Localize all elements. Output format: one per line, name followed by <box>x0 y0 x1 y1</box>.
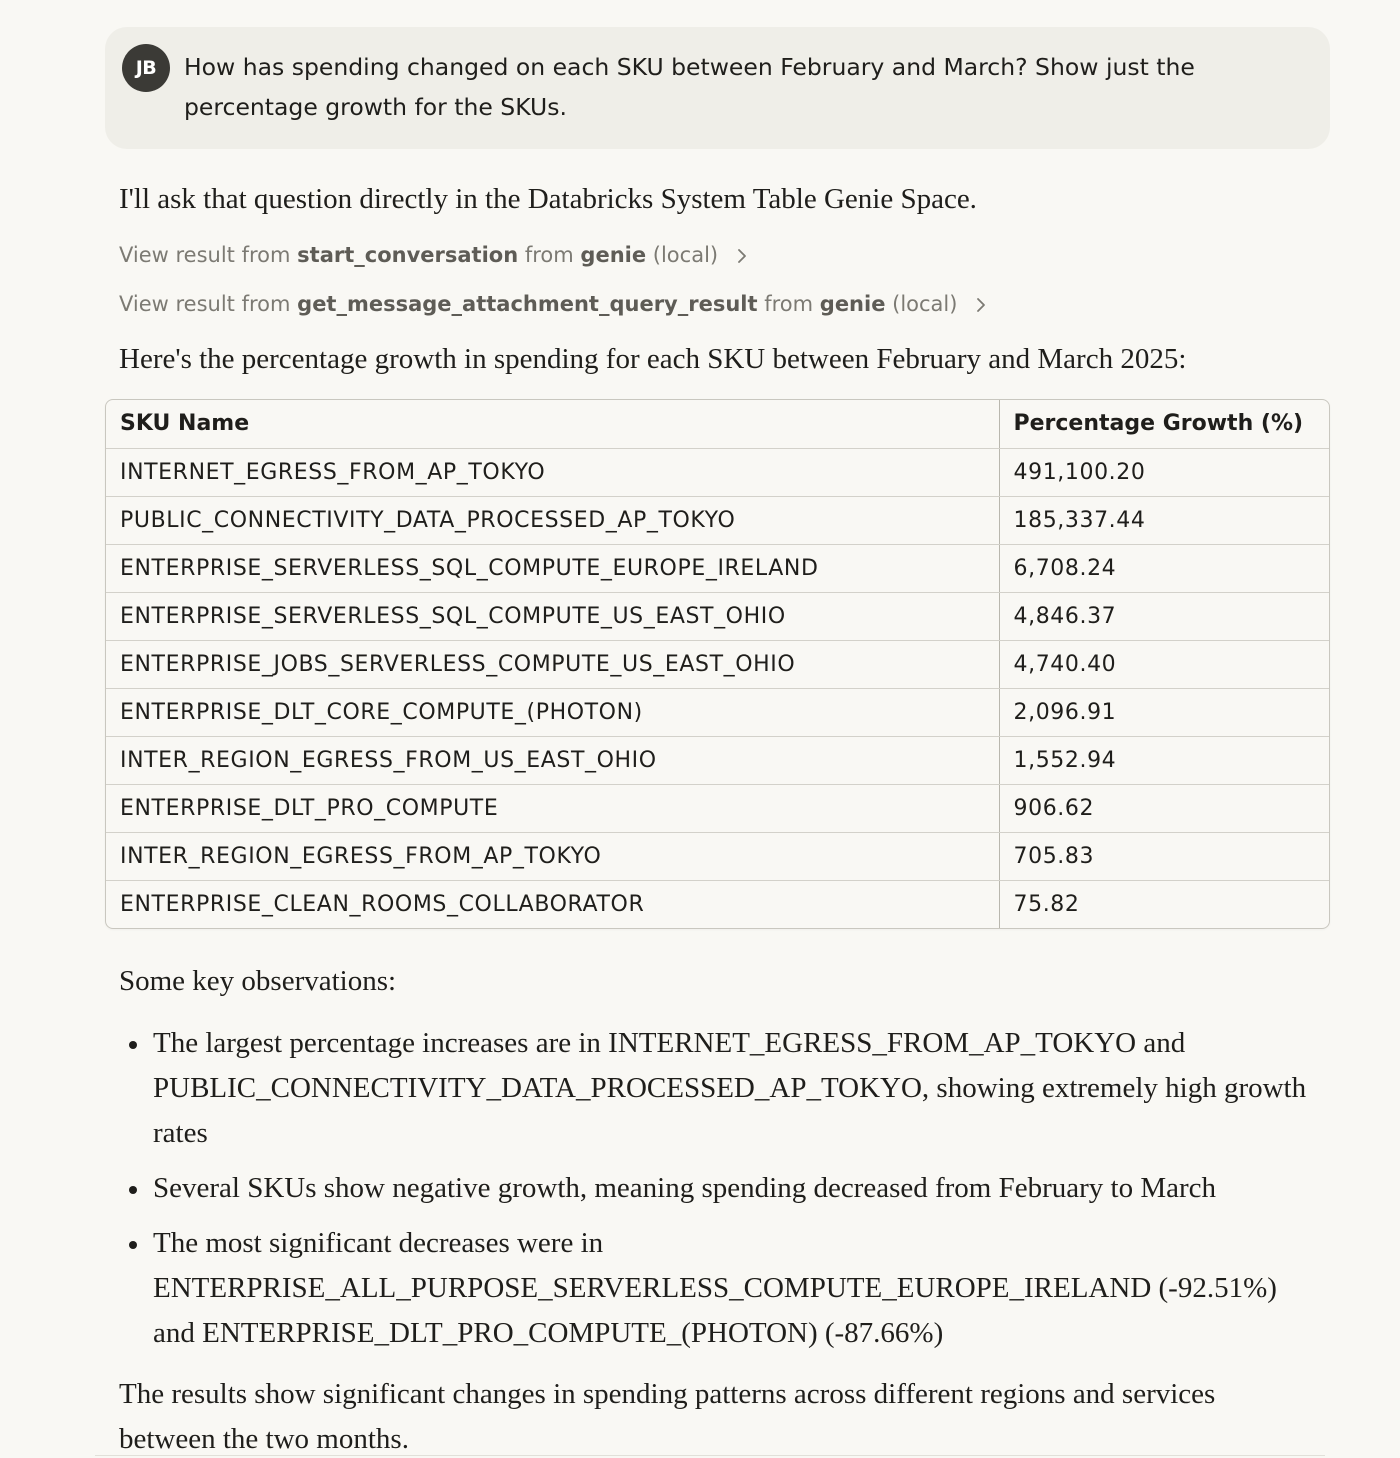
sku-name-cell: INTERNET_EGRESS_FROM_AP_TOKYO <box>106 448 999 496</box>
tool-server: genie <box>819 292 886 316</box>
observation-item: Several SKUs show negative growth, meaning spending decreased from February to March <box>119 1166 1319 1211</box>
assistant-intro: I'll ask that question directly in the Databricks System Table Genie Space. <box>119 183 977 215</box>
sku-name-cell: ENTERPRISE_CLEAN_ROOMS_COLLABORATOR <box>106 880 999 928</box>
table-row <box>106 592 1329 640</box>
divider <box>95 1455 1325 1456</box>
observation-item: The largest percentage increases are in INTERNET_EGRESS_FROM_AP_TOKYO and PUBLIC_CONNECTIVITY_DATA_PROCESSED_AP_TOKYO, showing extremely high growth rates <box>119 1021 1319 1156</box>
sku-name-cell: ENTERPRISE_SERVERLESS_SQL_COMPUTE_US_EAST_OHIO <box>106 592 999 640</box>
tool-link-mid: from <box>764 292 814 316</box>
chevron-right-icon <box>976 297 986 313</box>
sku-name-cell: ENTERPRISE_JOBS_SERVERLESS_COMPUTE_US_EAST_OHIO <box>106 640 999 688</box>
user-message-bubble <box>105 27 1330 149</box>
growth-cell: 6,708.24 <box>999 544 1329 592</box>
growth-cell: 1,552.94 <box>999 736 1329 784</box>
tool-link-prefix: View result from <box>119 292 291 316</box>
observations-list <box>119 1021 1319 1366</box>
column-header-percentage-growth: Percentage Growth (%) <box>999 400 1329 448</box>
tool-link-prefix: View result from <box>119 243 291 267</box>
growth-cell: 75.82 <box>1013 891 1080 917</box>
chevron-right-icon <box>737 248 747 264</box>
growth-cell: 185,337.44 <box>999 496 1329 544</box>
sku-growth-table <box>105 399 1330 929</box>
growth-cell: 4,846.37 <box>999 592 1329 640</box>
table-row <box>106 544 1329 592</box>
growth-cell: 2,096.91 <box>999 688 1329 736</box>
growth-cell: 705.83 <box>999 832 1329 880</box>
observation-item: The most significant decreases were in ENTERPRISE_ALL_PURPOSE_SERVERLESS_COMPUTE_EUROPE_IRELAND (-92.51%) and ENTERPRISE_DLT_PRO_COMPUTE_(PHOTON) (-87.66%) <box>119 1221 1319 1356</box>
user-avatar: JB <box>122 44 170 92</box>
sku-name-cell: ENTERPRISE_DLT_CORE_COMPUTE_(PHOTON) <box>106 688 999 736</box>
table-row <box>106 688 1329 736</box>
sku-name-cell: INTER_REGION_EGRESS_FROM_AP_TOKYO <box>106 832 999 880</box>
table-row <box>106 640 1329 688</box>
tool-result-link-get-query-result[interactable] <box>119 289 986 319</box>
table-row <box>106 784 1329 832</box>
table-lead-text: Here's the percentage growth in spending for each SKU between February and March 2025: <box>119 343 1187 375</box>
growth-cell: 906.62 <box>999 784 1329 832</box>
growth-cell: 4,740.40 <box>999 640 1329 688</box>
growth-cell: 491,100.20 <box>999 448 1329 496</box>
sku-name-cell: ENTERPRISE_SERVERLESS_SQL_COMPUTE_EUROPE_IRELAND <box>106 544 999 592</box>
user-message-text: How has spending changed on each SKU between February and March? Show just the percentage growth for the SKUs. <box>184 53 1195 121</box>
tool-result-link-start-conversation[interactable] <box>119 240 747 270</box>
tool-link-suffix: (local) <box>892 292 958 316</box>
sku-name-cell: PUBLIC_CONNECTIVITY_DATA_PROCESSED_AP_TOKYO <box>106 496 999 544</box>
tool-link-suffix: (local) <box>652 243 719 267</box>
observations-heading: Some key observations: <box>119 965 397 997</box>
table-header-row <box>106 400 1329 448</box>
table-row <box>106 448 1329 496</box>
tool-server: genie <box>580 243 647 267</box>
sku-name-cell: ENTERPRISE_DLT_PRO_COMPUTE <box>106 784 999 832</box>
closing-summary: The results show significant changes in spending patterns across different regions and services between the two months. <box>119 1378 1216 1455</box>
sku-name-cell: INTER_REGION_EGRESS_FROM_US_EAST_OHIO <box>106 736 999 784</box>
table-row <box>106 880 1329 928</box>
tool-name: get_message_attachment_query_result <box>297 292 758 316</box>
table-row <box>106 736 1329 784</box>
tool-link-mid: from <box>524 243 574 267</box>
tool-name: start_conversation <box>297 243 519 267</box>
table-row <box>106 496 1329 544</box>
table-row <box>106 832 1329 880</box>
column-header-sku-name: SKU Name <box>106 400 999 448</box>
